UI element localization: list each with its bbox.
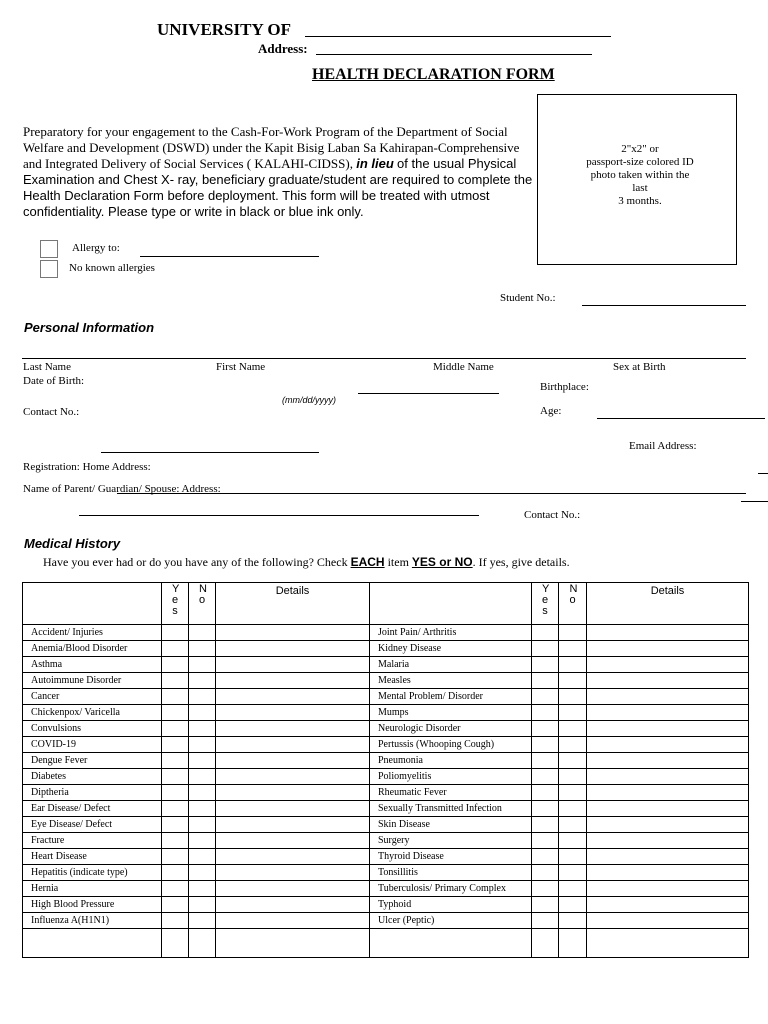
- condition-left: [23, 929, 162, 958]
- yes-checkbox-left[interactable]: [162, 785, 189, 801]
- condition-left: Ear Disease/ Defect: [23, 801, 162, 817]
- no-checkbox-left[interactable]: [189, 897, 216, 913]
- instruction-yes-no: YES or NO: [411, 555, 473, 569]
- condition-left: Dengue Fever: [23, 753, 162, 769]
- last-name-label: Last Name: [23, 361, 71, 373]
- no-checkbox-left[interactable]: [189, 753, 216, 769]
- medical-table-body: [23, 625, 749, 958]
- no-checkbox-right[interactable]: [559, 673, 587, 689]
- condition-right: Neurologic Disorder: [370, 721, 532, 737]
- no-known-allergies-checkbox[interactable]: [40, 260, 58, 278]
- yes-checkbox-right[interactable]: [532, 689, 559, 705]
- date-of-birth-line[interactable]: [358, 393, 499, 394]
- details-right[interactable]: [587, 785, 749, 801]
- details-left[interactable]: [216, 705, 370, 721]
- table-header-row: [23, 583, 749, 625]
- date-of-birth-label: Date of Birth:: [23, 375, 85, 387]
- condition-left: Cancer: [23, 689, 162, 705]
- no-header-text: N o: [199, 583, 207, 606]
- yes-checkbox-right[interactable]: [532, 673, 559, 689]
- yes-header-text: Y e s: [172, 583, 180, 617]
- date-format-hint: (mm/dd/yyyy): [282, 395, 336, 405]
- condition-left: Diabetes: [23, 769, 162, 785]
- no-checkbox-right[interactable]: [559, 769, 587, 785]
- no-checkbox-left[interactable]: [189, 705, 216, 721]
- no-checkbox-left[interactable]: [189, 881, 216, 897]
- yes-checkbox-right[interactable]: [532, 817, 559, 833]
- instruction-post: . If yes, give details.: [472, 555, 570, 569]
- yes-checkbox-left[interactable]: [162, 753, 189, 769]
- medical-history-heading: Medical History: [24, 536, 121, 551]
- email-label: Email Address:: [629, 440, 697, 452]
- condition-right: Skin Disease: [370, 817, 532, 833]
- table-row: [23, 897, 749, 913]
- yes-checkbox-right[interactable]: [532, 913, 559, 929]
- details-left[interactable]: [216, 881, 370, 897]
- yes-checkbox-left[interactable]: [162, 929, 189, 958]
- yes-checkbox-right[interactable]: [532, 897, 559, 913]
- no-checkbox-left[interactable]: [189, 833, 216, 849]
- yes-checkbox-left[interactable]: [162, 625, 189, 641]
- condition-left: Convulsions: [23, 721, 162, 737]
- no-checkbox-left[interactable]: [189, 721, 216, 737]
- photo-line-1: 2"x2" or: [621, 143, 659, 155]
- details-left[interactable]: [216, 785, 370, 801]
- no-checkbox-right[interactable]: [559, 897, 587, 913]
- details-left[interactable]: [216, 753, 370, 769]
- table-row: [23, 881, 749, 897]
- age-line[interactable]: [597, 418, 765, 419]
- contact-no-line[interactable]: [101, 452, 319, 453]
- details-right[interactable]: [587, 801, 749, 817]
- first-name-label: First Name: [216, 361, 266, 373]
- home-address-line[interactable]: [741, 501, 768, 502]
- allergy-to-line[interactable]: [140, 256, 319, 257]
- yes-checkbox-left[interactable]: [162, 673, 189, 689]
- parent-address-line-2[interactable]: [79, 515, 479, 516]
- no-checkbox-right[interactable]: [559, 689, 587, 705]
- instruction-mid: item: [387, 555, 409, 569]
- sex-at-birth-label: Sex at Birth: [613, 361, 666, 373]
- no-checkbox-right[interactable]: [559, 849, 587, 865]
- table-row: [23, 689, 749, 705]
- age-label: Age:: [540, 405, 562, 417]
- details-left[interactable]: [216, 849, 370, 865]
- no-checkbox-right[interactable]: [559, 705, 587, 721]
- yes-checkbox-left[interactable]: [162, 689, 189, 705]
- yes-checkbox-right[interactable]: [532, 769, 559, 785]
- condition-left: Hernia: [23, 881, 162, 897]
- intro-paragraph: [23, 124, 533, 220]
- condition-right: Thyroid Disease: [370, 849, 532, 865]
- no-known-allergies-label: No known allergies: [69, 262, 155, 274]
- yes-checkbox-right[interactable]: [532, 705, 559, 721]
- yes-checkbox-left[interactable]: [162, 769, 189, 785]
- university-label: UNIVERSITY OF: [157, 20, 291, 39]
- no-checkbox-left[interactable]: [189, 657, 216, 673]
- details-right[interactable]: [587, 849, 749, 865]
- condition-left: Autoimmune Disorder: [23, 673, 162, 689]
- details-right[interactable]: [587, 657, 749, 673]
- no-checkbox-right[interactable]: [559, 817, 587, 833]
- yes-checkbox-left[interactable]: [162, 897, 189, 913]
- no-header-left: [189, 583, 216, 625]
- condition-left: Hepatitis (indicate type): [23, 865, 162, 881]
- condition-right: Pertussis (Whooping Cough): [370, 737, 532, 753]
- name-line[interactable]: [22, 358, 746, 359]
- yes-checkbox-right[interactable]: [532, 865, 559, 881]
- yes-checkbox-right[interactable]: [532, 801, 559, 817]
- student-no-label: Student No.:: [500, 292, 556, 304]
- address-line[interactable]: [316, 54, 592, 55]
- table-row: [23, 913, 749, 929]
- condition-left: Influenza A(H1N1): [23, 913, 162, 929]
- condition-right: Tonsillitis: [370, 865, 532, 881]
- no-checkbox-left[interactable]: [189, 817, 216, 833]
- condition-right: Pneumonia: [370, 753, 532, 769]
- no-checkbox-left[interactable]: [189, 849, 216, 865]
- no-checkbox-right[interactable]: [559, 657, 587, 673]
- student-no-line[interactable]: [582, 305, 746, 306]
- details-left[interactable]: [216, 865, 370, 881]
- yes-checkbox-left[interactable]: [162, 865, 189, 881]
- no-checkbox-right[interactable]: [559, 801, 587, 817]
- condition-right: Kidney Disease: [370, 641, 532, 657]
- yes-header-right: [532, 583, 559, 625]
- yes-checkbox-left[interactable]: [162, 737, 189, 753]
- intro-serif-text: Preparatory for your engagement to the Cash-For-Work Program of the Department of Social Welfare and Development (DSWD) under the Kapit Bisig Laban Sa Kahirapan-Comprehensive and Integrated Delivery of Social Services ( KALAHI-CIDSS),: [23, 124, 520, 171]
- details-left[interactable]: [216, 721, 370, 737]
- table-row: [23, 769, 749, 785]
- details-left[interactable]: [216, 657, 370, 673]
- no-checkbox-left[interactable]: [189, 625, 216, 641]
- yes-checkbox-left[interactable]: [162, 849, 189, 865]
- details-right[interactable]: [587, 769, 749, 785]
- yes-checkbox-right[interactable]: [532, 625, 559, 641]
- condition-right: Tuberculosis/ Primary Complex: [370, 881, 532, 897]
- details-right[interactable]: [587, 833, 749, 849]
- yes-checkbox-left[interactable]: [162, 881, 189, 897]
- table-row: [23, 641, 749, 657]
- yes-checkbox-right[interactable]: [532, 721, 559, 737]
- details-left[interactable]: [216, 897, 370, 913]
- medical-history-table: [22, 582, 749, 958]
- photo-line-3: photo taken within the: [590, 169, 690, 181]
- condition-left: Accident/ Injuries: [23, 625, 162, 641]
- yes-checkbox-right[interactable]: [532, 785, 559, 801]
- no-header-right: [559, 583, 587, 625]
- instruction-pre: Have you ever had or do you have any of the following? Check: [43, 555, 348, 569]
- condition-left: High Blood Pressure: [23, 897, 162, 913]
- condition-left: Fracture: [23, 833, 162, 849]
- table-row: [23, 865, 749, 881]
- photo-line-5: 3 months.: [618, 195, 662, 207]
- no-checkbox-right[interactable]: [559, 881, 587, 897]
- condition-right: Typhoid: [370, 897, 532, 913]
- condition-left: Heart Disease: [23, 849, 162, 865]
- table-row: [23, 737, 749, 753]
- condition-header-left: [23, 583, 162, 625]
- table-row: [23, 817, 749, 833]
- details-right[interactable]: [587, 721, 749, 737]
- no-checkbox-left[interactable]: [189, 929, 216, 958]
- no-checkbox-right[interactable]: [559, 865, 587, 881]
- no-checkbox-left[interactable]: [189, 865, 216, 881]
- no-checkbox-left[interactable]: [189, 737, 216, 753]
- yes-header-left: [162, 583, 189, 625]
- no-checkbox-left[interactable]: [189, 673, 216, 689]
- no-checkbox-right[interactable]: [559, 721, 587, 737]
- details-right[interactable]: [587, 881, 749, 897]
- details-left[interactable]: [216, 689, 370, 705]
- yes-checkbox-right[interactable]: [532, 833, 559, 849]
- address-label: Address:: [258, 41, 308, 56]
- condition-right: Malaria: [370, 657, 532, 673]
- details-left[interactable]: [216, 737, 370, 753]
- yes-checkbox-left[interactable]: [162, 657, 189, 673]
- table-row: [23, 673, 749, 689]
- details-left[interactable]: [216, 929, 370, 958]
- no-checkbox-left[interactable]: [189, 641, 216, 657]
- no-checkbox-right[interactable]: [559, 625, 587, 641]
- no-checkbox-right[interactable]: [559, 913, 587, 929]
- yes-checkbox-right[interactable]: [532, 657, 559, 673]
- details-right[interactable]: [587, 737, 749, 753]
- details-left[interactable]: [216, 801, 370, 817]
- middle-name-label: Middle Name: [433, 361, 494, 373]
- details-right[interactable]: [587, 753, 749, 769]
- no-checkbox-right[interactable]: [559, 753, 587, 769]
- condition-right: Measles: [370, 673, 532, 689]
- home-address-label: Registration: Home Address:: [23, 461, 151, 473]
- table-row: [23, 801, 749, 817]
- yes-checkbox-right[interactable]: [532, 849, 559, 865]
- condition-right: Sexually Transmitted Infection: [370, 801, 532, 817]
- no-checkbox-right[interactable]: [559, 929, 587, 958]
- details-header-left: Details: [216, 583, 370, 625]
- parent-address-label: Name of Parent/ Guardian/ Spouse: Address:: [23, 483, 221, 495]
- parent-address-line[interactable]: [117, 493, 746, 494]
- details-right[interactable]: [587, 673, 749, 689]
- no-checkbox-left[interactable]: [189, 785, 216, 801]
- yes-checkbox-left[interactable]: [162, 817, 189, 833]
- yes-checkbox-right[interactable]: [532, 929, 559, 958]
- details-right[interactable]: [587, 897, 749, 913]
- condition-right: Mumps: [370, 705, 532, 721]
- photo-line-4: last: [632, 182, 648, 194]
- details-right[interactable]: [587, 625, 749, 641]
- table-row: [23, 785, 749, 801]
- condition-left: Chickenpox/ Varicella: [23, 705, 162, 721]
- university-name-line[interactable]: [305, 36, 611, 37]
- condition-left: Eye Disease/ Defect: [23, 817, 162, 833]
- condition-right: Mental Problem/ Disorder: [370, 689, 532, 705]
- no-checkbox-left[interactable]: [189, 769, 216, 785]
- details-right[interactable]: [587, 913, 749, 929]
- no-checkbox-right[interactable]: [559, 737, 587, 753]
- yes-checkbox-right[interactable]: [532, 881, 559, 897]
- condition-right: Ulcer (Peptic): [370, 913, 532, 929]
- table-row: [23, 625, 749, 641]
- condition-left: COVID-19: [23, 737, 162, 753]
- details-left[interactable]: [216, 817, 370, 833]
- no-header-text: N o: [569, 583, 578, 606]
- condition-right: Rheumatic Fever: [370, 785, 532, 801]
- yes-checkbox-left[interactable]: [162, 801, 189, 817]
- details-header-right: Details: [587, 583, 749, 625]
- photo-instructions: [576, 143, 704, 208]
- personal-info-heading: Personal Information: [24, 320, 155, 335]
- details-right[interactable]: [587, 689, 749, 705]
- photo-line-2: passport-size colored ID: [586, 156, 694, 168]
- condition-right: Joint Pain/ Arthritis: [370, 625, 532, 641]
- yes-checkbox-right[interactable]: [532, 753, 559, 769]
- yes-checkbox-right[interactable]: [532, 737, 559, 753]
- intro-sans-text: of the usual Physical Examination and Chest X- ray, beneficiary graduate/student are required to complete the Health Declaration Form before deployment. This form will be treated with utmost confidentiality. Please type or write in black or blue ink only.: [23, 156, 533, 219]
- no-checkbox-left[interactable]: [189, 689, 216, 705]
- contact-no-label: Contact No.:: [23, 406, 80, 418]
- form-title: HEALTH DECLARATION FORM: [312, 66, 555, 83]
- allergy-to-label: Allergy to:: [72, 242, 120, 254]
- details-right[interactable]: [587, 929, 749, 958]
- no-checkbox-left[interactable]: [189, 913, 216, 929]
- condition-left: Diptheria: [23, 785, 162, 801]
- yes-checkbox-left[interactable]: [162, 913, 189, 929]
- yes-checkbox-left[interactable]: [162, 833, 189, 849]
- no-checkbox-right[interactable]: [559, 833, 587, 849]
- birthplace-label: Birthplace:: [540, 381, 589, 393]
- intro-in-lieu: in lieu: [356, 156, 394, 171]
- details-right[interactable]: [587, 705, 749, 721]
- details-left[interactable]: [216, 673, 370, 689]
- table-row: [23, 753, 749, 769]
- yes-checkbox-left[interactable]: [162, 641, 189, 657]
- email-line[interactable]: [758, 473, 768, 474]
- no-checkbox-right[interactable]: [559, 785, 587, 801]
- condition-right: [370, 929, 532, 958]
- condition-right: Poliomyelitis: [370, 769, 532, 785]
- table-row-empty: [23, 929, 749, 958]
- no-checkbox-left[interactable]: [189, 801, 216, 817]
- photo-box[interactable]: [537, 94, 737, 265]
- details-right[interactable]: [587, 865, 749, 881]
- condition-header-right: [370, 583, 532, 625]
- condition-right: Surgery: [370, 833, 532, 849]
- allergy-checkbox[interactable]: [40, 240, 58, 258]
- table-row: [23, 721, 749, 737]
- table-row: [23, 657, 749, 673]
- details-left[interactable]: [216, 769, 370, 785]
- details-left[interactable]: [216, 641, 370, 657]
- condition-left: Asthma: [23, 657, 162, 673]
- no-checkbox-right[interactable]: [559, 641, 587, 657]
- parent-contact-no-label: Contact No.:: [524, 509, 581, 521]
- yes-checkbox-left[interactable]: [162, 705, 189, 721]
- yes-checkbox-left[interactable]: [162, 721, 189, 737]
- table-row: [23, 705, 749, 721]
- instruction-each: EACH: [350, 555, 385, 569]
- details-left[interactable]: [216, 913, 370, 929]
- details-right[interactable]: [587, 817, 749, 833]
- details-right[interactable]: [587, 641, 749, 657]
- condition-left: Anemia/Blood Disorder: [23, 641, 162, 657]
- table-row: [23, 833, 749, 849]
- yes-checkbox-right[interactable]: [532, 641, 559, 657]
- medical-instruction: [43, 555, 570, 570]
- table-row: [23, 849, 749, 865]
- details-left[interactable]: [216, 833, 370, 849]
- details-left[interactable]: [216, 625, 370, 641]
- yes-header-text: Y e s: [542, 583, 550, 617]
